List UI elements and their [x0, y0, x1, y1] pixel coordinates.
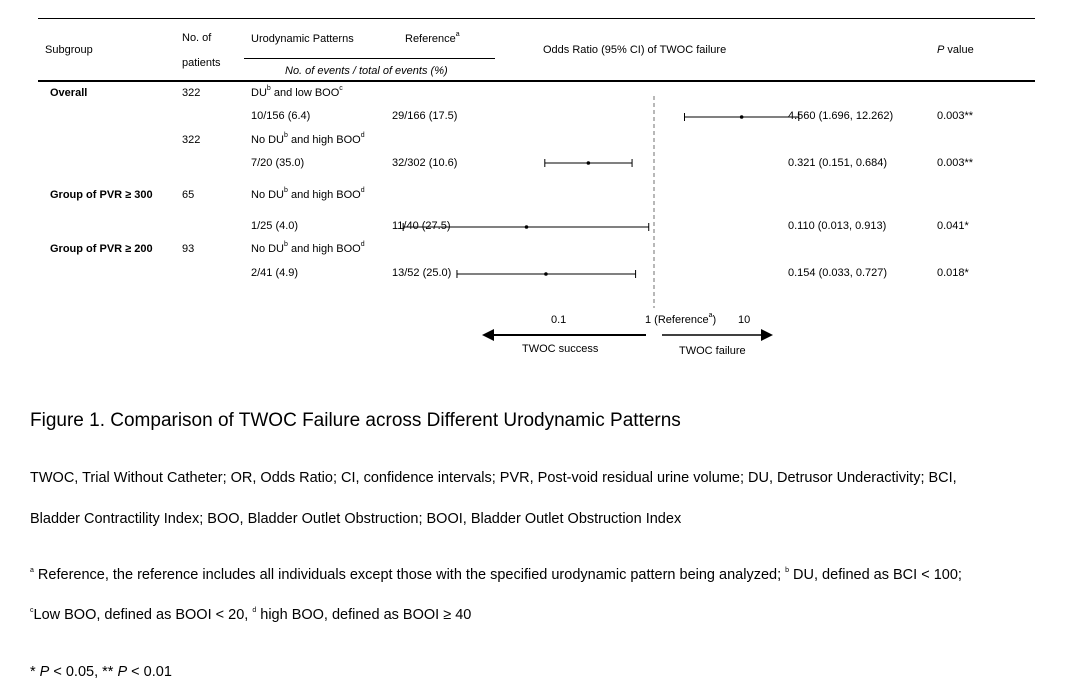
group-label: Group of PVR ≥ 200 [50, 243, 153, 255]
pattern-sup: b [284, 187, 288, 195]
row-reference: 11/40 (27.5) [392, 220, 451, 232]
abbreviations-line-2: Bladder Contractility Index; BOO, Bladder Outlet Obstruction; BOOI, Bladder Outlet Obstruction Index [30, 511, 682, 527]
point-estimate [587, 161, 591, 165]
pattern-mid: and high BOO [287, 189, 361, 201]
pattern-pre: No DU [251, 134, 285, 146]
header-urodynamic-patterns: Urodynamic Patterns [251, 33, 354, 45]
header-subgroup: Subgroup [45, 44, 93, 56]
pattern-pre: No DU [251, 189, 285, 201]
group-n: 322 [182, 87, 201, 99]
group-n: 93 [182, 243, 195, 255]
pattern-sup: c [339, 85, 343, 93]
footnote-sup: b [785, 567, 790, 575]
group-label: Group of PVR ≥ 300 [50, 189, 153, 201]
pattern-pre: No DU [251, 243, 285, 255]
abbreviations-line-1: TWOC, Trial Without Catheter; OR, Odds Ratio; CI, confidence intervals; PVR, Post-void residual urine volume; DU, Detrusor Underactivity; BCI, [30, 470, 957, 486]
footnote-text: Reference, the reference includes all individuals except those with the specified urodynamic pattern being analyzed; [33, 567, 786, 583]
row-or-text: 0.154 (0.033, 0.727) [788, 267, 888, 279]
header-reference-text: Reference [405, 33, 456, 45]
group-n: 322 [182, 134, 201, 146]
pattern-mid: and high BOO [287, 243, 361, 255]
sig-mid: < 0.05, ** [49, 664, 118, 680]
axis-label-failure: TWOC failure [679, 345, 746, 357]
row-or-text: 4.560 (1.696, 12.262) [788, 110, 894, 122]
footnote-sup: a [30, 567, 34, 575]
point-estimate [740, 115, 744, 119]
pattern-sup: d [360, 241, 365, 249]
group-n: 65 [182, 189, 195, 201]
sig-p: P [117, 664, 128, 680]
pattern-mid: and high BOO [287, 134, 361, 146]
footnote-sup: d [252, 607, 257, 615]
row-events: 7/20 (35.0) [251, 157, 305, 169]
tick-1-close: ) [712, 314, 717, 326]
sig-end: < 0.01 [127, 664, 172, 680]
sig-star: * [30, 664, 40, 680]
header-value-text: value [944, 44, 974, 56]
tick-1-sup: a [708, 312, 713, 320]
point-estimate [544, 272, 548, 276]
row-reference: 29/166 (17.5) [392, 110, 458, 122]
pattern-sup: d [360, 132, 365, 140]
pattern-sup: b [284, 132, 288, 140]
row-reference: 13/52 (25.0) [392, 267, 452, 279]
tick-label-0-1: 0.1 [551, 314, 567, 326]
point-estimate [525, 225, 529, 229]
figure-title: Figure 1. Comparison of TWOC Failure across Different Urodynamic Patterns [30, 410, 681, 431]
row-or-text: 0.110 (0.013, 0.913) [788, 220, 887, 232]
pattern-sup: b [266, 85, 271, 93]
pattern-sup: b [284, 241, 288, 249]
header-patients: patients [182, 57, 221, 69]
row-reference: 32/302 (10.6) [392, 157, 458, 169]
success-arrowhead [482, 329, 494, 341]
header-events-note: No. of events / total of events (%) [285, 65, 448, 77]
footnote-text: DU, defined as BCI < 100; [789, 567, 962, 583]
footnote-text: Low BOO, defined as BOOI < 20, [33, 607, 253, 623]
row-or-text: 0.321 (0.151, 0.684) [788, 157, 888, 169]
row-p-value: 0.003** [937, 110, 974, 122]
header-p-italic: P [937, 44, 945, 56]
row-p-value: 0.003** [937, 157, 974, 169]
header-odds-ratio: Odds Ratio (95% CI) of TWOC failure [543, 44, 727, 56]
sig-p: P [39, 664, 50, 680]
failure-arrowhead [761, 329, 773, 341]
footnote-line-1 [30, 566, 962, 584]
axis-label-success: TWOC success [522, 343, 599, 355]
row-events: 1/25 (4.0) [251, 220, 299, 232]
footnote-text: high BOO, defined as BOOI ≥ 40 [256, 607, 472, 623]
pattern-sup: d [360, 187, 365, 195]
row-events: 2/41 (4.9) [251, 267, 299, 279]
tick-label-10: 10 [738, 314, 751, 326]
tick-label-1 [645, 314, 716, 327]
tick-1-text: 1 (Reference [645, 314, 709, 326]
row-p-value: 0.041* [937, 220, 969, 232]
group-label: Overall [50, 87, 88, 99]
header-reference-sup: a [455, 31, 460, 39]
footnote-line-2 [30, 606, 471, 624]
footnote-sup: c [30, 607, 34, 615]
pattern-mid: and low BOO [270, 87, 340, 99]
pattern-pre: DU [251, 87, 267, 99]
header-no-of: No. of [182, 32, 212, 44]
row-events: 10/156 (6.4) [251, 110, 311, 122]
significance-note [30, 663, 172, 681]
row-p-value: 0.018* [937, 267, 969, 279]
